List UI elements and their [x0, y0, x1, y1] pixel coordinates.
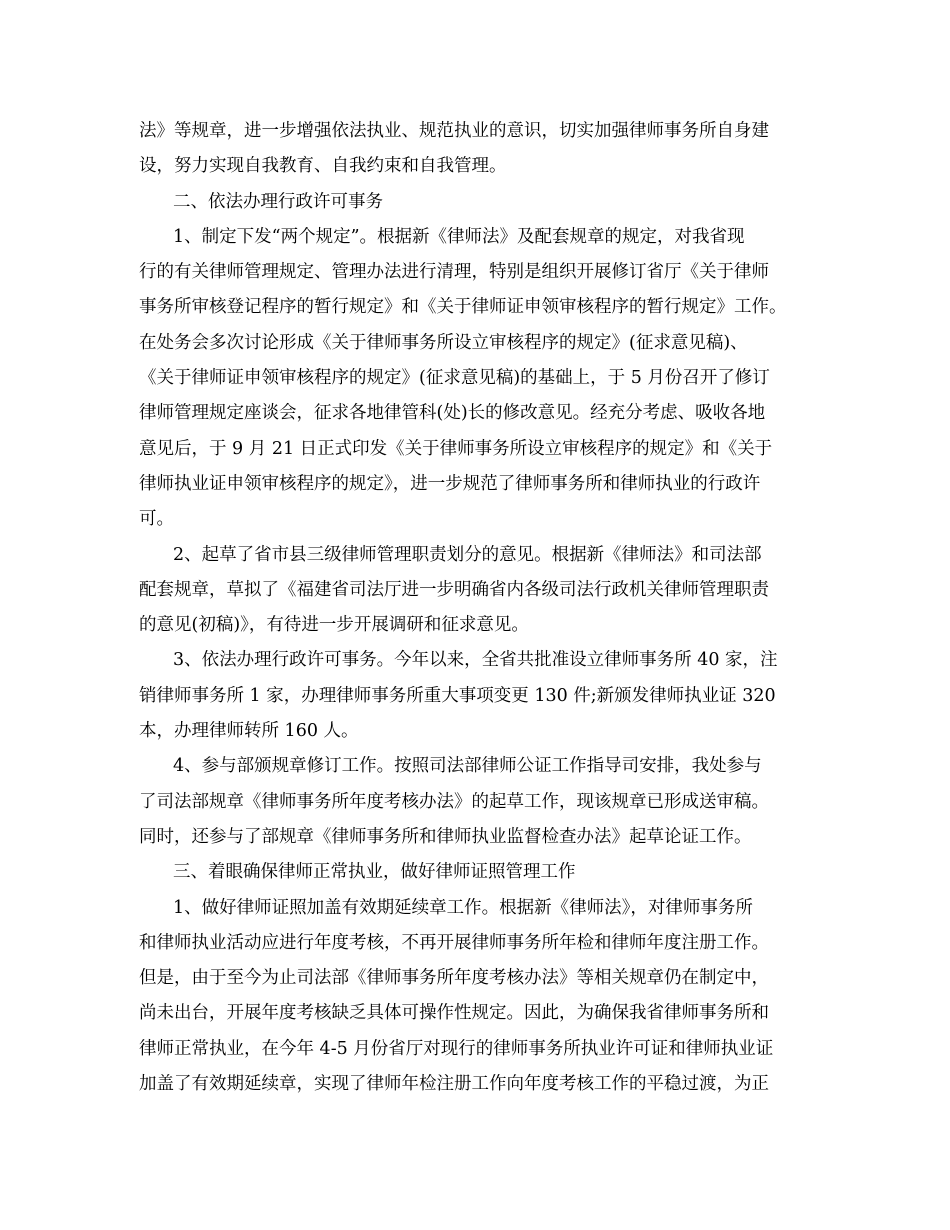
text-line: 2、起草了省市县三级律师管理职责划分的意见。根据新《律师法》和司法部: [173, 544, 762, 565]
text-line: 同时，还参与了部规章《律师事务所和律师执业监督检查办法》起草论证工作。: [139, 826, 752, 847]
document-body: [139, 114, 819, 1102]
section-heading: 二、依法办理行政许可事务: [173, 191, 383, 212]
text-line: 销律师事务所 1 家，办理律师事务所重大事项变更 130 件;新颁发律师执业证 320: [139, 685, 776, 706]
text-line: 配套规章，草拟了《福建省司法厅进一步明确省内各级司法行政机关律师管理职责: [139, 579, 769, 600]
text-line: 律师管理规定座谈会，征求各地律管科(处)长的修改意见。经充分考虑、吸收各地: [139, 403, 766, 424]
text-line: 的意见(初稿)》，有待进一步开展调研和征求意见。: [139, 615, 529, 636]
text-line: 尚未出台，开展年度考核缺乏具体可操作性规定。因此，为确保我省律师事务所和: [139, 1003, 769, 1024]
text-line: 在处务会多次讨论形成《关于律师事务所设立审核程序的规定》(征求意见稿)、: [139, 332, 748, 353]
text-line: 但是，由于至今为止司法部《律师事务所年度考核办法》等相关规章仍在制定中，: [139, 968, 769, 989]
text-line: 1、做好律师证照加盖有效期延续章工作。根据新《律师法》，对律师事务所: [173, 897, 753, 918]
section-heading: 三、着眼确保律师正常执业，做好律师证照管理工作: [173, 862, 576, 883]
text-line: 设，努力实现自我教育、自我约束和自我管理。: [139, 156, 507, 177]
text-line: 了司法部规章《律师事务所年度考核办法》的起草工作，现该规章已形成送审稿。: [139, 791, 769, 812]
text-line: 法》等规章，进一步增强依法执业、规范执业的意识，切实加强律师事务所自身建: [139, 121, 769, 141]
text-line: 4、参与部颁规章修订工作。按照司法部律师公证工作指导司安排，我处参与: [173, 756, 762, 777]
text-line: 和律师执业活动应进行年度考核，不再开展律师事务所年检和律师年度注册工作。: [139, 932, 769, 953]
text-line: 事务所审核登记程序的暂行规定》和《关于律师证申领审核程序的暂行规定》工作。: [139, 297, 787, 318]
text-line: 行的有关律师管理规定、管理办法进行清理，特别是组织开展修订省厅《关于律师: [139, 262, 769, 283]
text-line: 《关于律师证申领审核程序的规定》(征求意见稿)的基础上，于 5 月份召开了修订: [139, 368, 770, 389]
text-line: 律师执业证申领审核程序的规定》，进一步规范了律师事务所和律师执业的行政许: [139, 473, 761, 494]
text-line: 1、制定下发“两个规定”。根据新《律师法》及配套规章的规定，对我省现: [173, 226, 745, 247]
text-line: 本，办理律师转所 160 人。: [139, 721, 359, 742]
text-line: 3、依法办理行政许可事务。今年以来，全省共批准设立律师事务所 40 家，注: [173, 650, 778, 671]
text-line: 加盖了有效期延续章，实现了律师年检注册工作向年度考核工作的平稳过渡，为正: [139, 1074, 769, 1095]
text-line: 律师正常执业，在今年 4-5 月份省厅对现行的律师事务所执业许可证和律师执业证: [139, 1038, 774, 1059]
text-line: 意见后，于 9 月 21 日正式印发《关于律师事务所设立审核程序的规定》和《关于: [139, 438, 773, 459]
text-line: 可。: [139, 509, 174, 530]
